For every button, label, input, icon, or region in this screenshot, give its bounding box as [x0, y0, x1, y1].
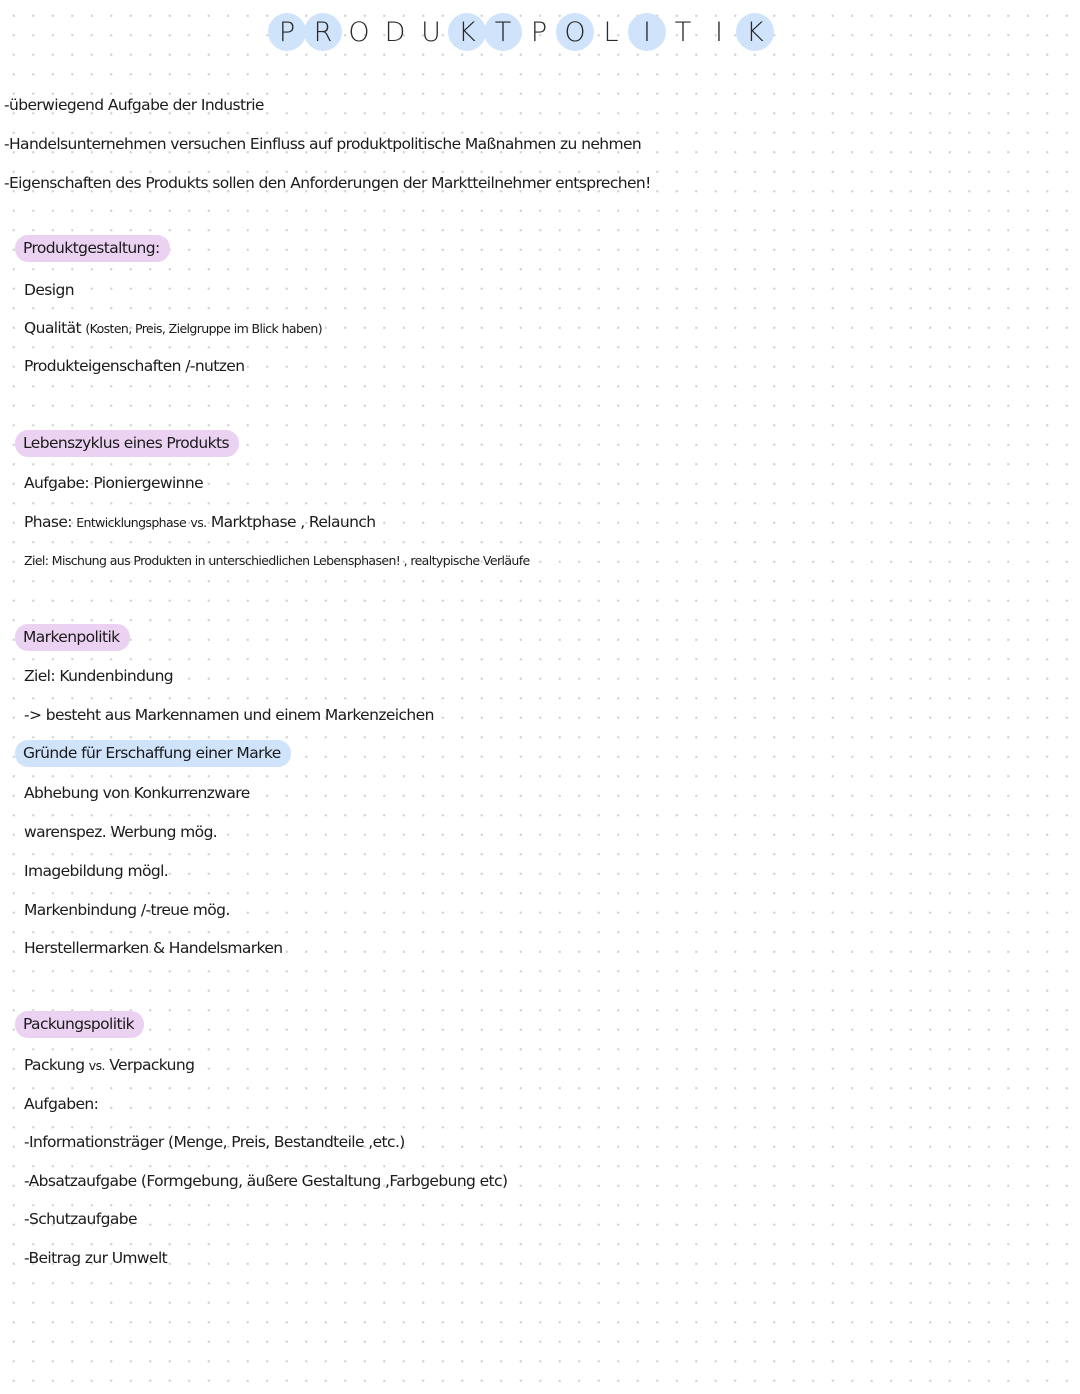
- title-letter: U: [421, 16, 441, 48]
- lebenszyklus-phase-line: [24, 511, 375, 534]
- lebenszyklus-phase-label: Phase:: [24, 513, 72, 531]
- title-letter: O: [556, 13, 594, 51]
- packungspolitik-item: -Informationsträger (Menge, Preis, Bestandteile ,etc.): [24, 1133, 405, 1151]
- page-title: [268, 12, 772, 52]
- packungspolitik-aufgaben: Aufgaben:: [24, 1095, 99, 1113]
- produktgestaltung-eigenschaften: Produkteigenschaften /-nutzen: [24, 357, 245, 375]
- title-letter: R: [304, 13, 342, 51]
- produktgestaltung-qualitaet-line: [24, 317, 322, 340]
- title-letter: K: [736, 13, 774, 51]
- produktgestaltung-qualitaet-note: (Kosten, Preis, Zielgruppe im Blick haben): [85, 321, 322, 336]
- packungspolitik-packung-vs: vs.: [88, 1058, 105, 1073]
- section-heading-produktgestaltung: Produktgestaltung:: [15, 235, 170, 262]
- lebenszyklus-phase-a: Entwicklungsphase: [76, 515, 187, 530]
- packungspolitik-item: -Beitrag zur Umwelt: [24, 1249, 168, 1267]
- gruende-item: Herstellermarken & Handelsmarken: [24, 939, 283, 957]
- produktgestaltung-design: Design: [24, 281, 74, 299]
- gruende-item: Abhebung von Konkurrenzware: [24, 784, 250, 802]
- packungspolitik-item: -Schutzaufgabe: [24, 1210, 137, 1228]
- gruende-item: Imagebildung mögl.: [24, 862, 169, 880]
- packungspolitik-packung-a: Packung: [24, 1056, 85, 1074]
- lebenszyklus-aufgabe: Aufgabe: Pioniergewinne: [24, 474, 204, 492]
- gruende-item: Markenbindung /-treue mög.: [24, 901, 230, 919]
- intro-line: -überwiegend Aufgabe der Industrie: [4, 96, 264, 114]
- produktgestaltung-qualitaet: Qualität: [24, 319, 81, 337]
- lebenszyklus-phase-vs: vs.: [190, 515, 207, 530]
- title-letter: I: [628, 13, 666, 51]
- title-letter: T: [484, 13, 522, 51]
- title-letter: D: [384, 16, 406, 48]
- section-heading-lebenszyklus: Lebenszyklus eines Produkts: [15, 430, 239, 457]
- title-letter: L: [603, 16, 619, 48]
- packungspolitik-item: -Absatzaufgabe (Formgebung, äußere Gestaltung ,Farbgebung etc): [24, 1172, 508, 1190]
- lebenszyklus-phase-b: Marktphase , Relaunch: [210, 513, 376, 531]
- title-letter: K: [448, 13, 486, 51]
- title-letter: P: [530, 16, 548, 48]
- title-letter: I: [715, 16, 723, 48]
- section-heading-markenpolitik: Markenpolitik: [15, 624, 130, 651]
- gruende-item: warenspez. Werbung mög.: [24, 823, 218, 841]
- section-heading-packungspolitik: Packungspolitik: [15, 1011, 144, 1038]
- markenpolitik-ziel: Ziel: Kundenbindung: [24, 667, 174, 685]
- packungspolitik-packung-line: [24, 1054, 194, 1077]
- packungspolitik-packung-b: Verpackung: [109, 1056, 195, 1074]
- title-letter: P: [268, 13, 306, 51]
- markenpolitik-besteht: -> besteht aus Markennamen und einem Markenzeichen: [24, 706, 434, 724]
- lebenszyklus-ziel: Ziel: Mischung aus Produkten in unterschiedlichen Lebensphasen! , realtypische Verläufe: [24, 553, 530, 568]
- title-letter: O: [348, 16, 370, 48]
- title-letter: T: [674, 16, 692, 48]
- intro-line: -Handelsunternehmen versuchen Einfluss auf produktpolitische Maßnahmen zu nehmen: [4, 135, 642, 153]
- section-heading-gruende: Gründe für Erschaffung einer Marke: [15, 740, 291, 767]
- intro-line: -Eigenschaften des Produkts sollen den Anforderungen der Marktteilnehmer entsprechen!: [4, 174, 651, 192]
